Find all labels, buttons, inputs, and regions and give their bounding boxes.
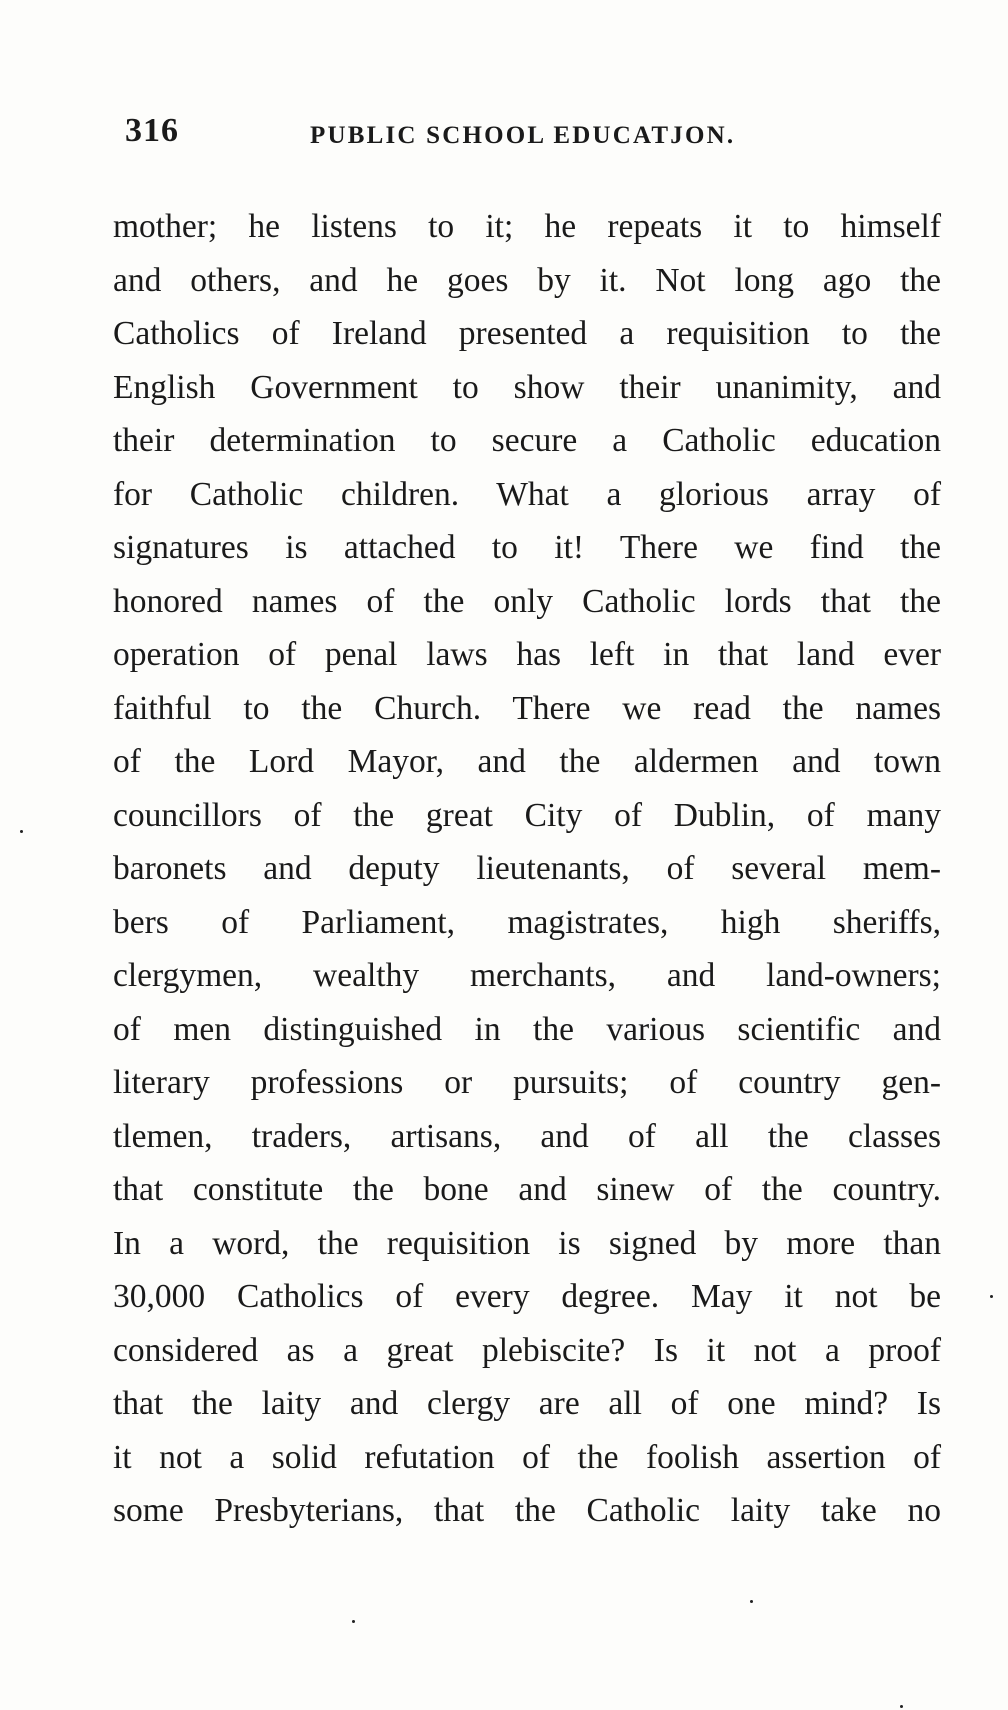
scan-speck	[900, 1705, 903, 1708]
text-line: 30,000 Catholics of every degree. May it not be	[113, 1278, 941, 1315]
text-line: their determination to secure a Catholic education	[113, 422, 941, 459]
text-line: Catholics of Ireland presented a requisition to the	[113, 315, 941, 352]
text-line: honored names of the only Catholic lords that the	[113, 582, 941, 620]
text-line: clergymen, wealthy merchants, and land-owners;	[113, 957, 941, 994]
text-line: it not a solid refutation of the foolish assertion of	[113, 1438, 941, 1476]
text-line: considered as a great plebiscite? Is it not a proof	[113, 1331, 941, 1369]
text-line: English Government to show their unanimity, and	[113, 368, 941, 406]
text-line: that constitute the bone and sinew of the country.	[113, 1171, 941, 1208]
scan-speck	[750, 1600, 753, 1603]
text-line: signatures is attached to it! There we find the	[113, 529, 941, 566]
text-line: of the Lord Mayor, and the aldermen and town	[113, 743, 941, 780]
text-line: that the laity and clergy are all of one mind? Is	[113, 1385, 941, 1422]
text-line: mother; he listens to it; he repeats it to himself	[113, 208, 941, 245]
text-line: bers of Parliament, magistrates, high sheriffs,	[113, 903, 941, 941]
text-line: councillors of the great City of Dublin, of many	[113, 796, 941, 834]
text-line: tlemen, traders, artisans, and of all the classes	[113, 1117, 941, 1155]
text-line: some Presbyterians, that the Catholic laity take no	[113, 1492, 941, 1529]
running-title: PUBLIC SCHOOL EDUCATJON.	[310, 122, 736, 149]
scan-speck	[352, 1620, 355, 1623]
text-line: In a word, the requisition is signed by more than	[113, 1224, 941, 1262]
body-text	[113, 200, 941, 1538]
text-line: faithful to the Church. There we read the names	[113, 689, 941, 727]
text-line: of men distinguished in the various scientific and	[113, 1010, 941, 1048]
text-line: baronets and deputy lieutenants, of several mem-	[113, 850, 941, 887]
running-head	[125, 112, 925, 156]
scan-speck	[20, 830, 23, 833]
scan-speck	[990, 1295, 993, 1298]
text-line: operation of penal laws has left in that land ever	[113, 636, 941, 673]
text-line: and others, and he goes by it. Not long ago the	[113, 261, 941, 299]
page-number: 316	[125, 112, 179, 149]
text-line: for Catholic children. What a glorious array of	[113, 475, 941, 513]
text-line: literary professions or pursuits; of country gen-	[113, 1064, 941, 1101]
